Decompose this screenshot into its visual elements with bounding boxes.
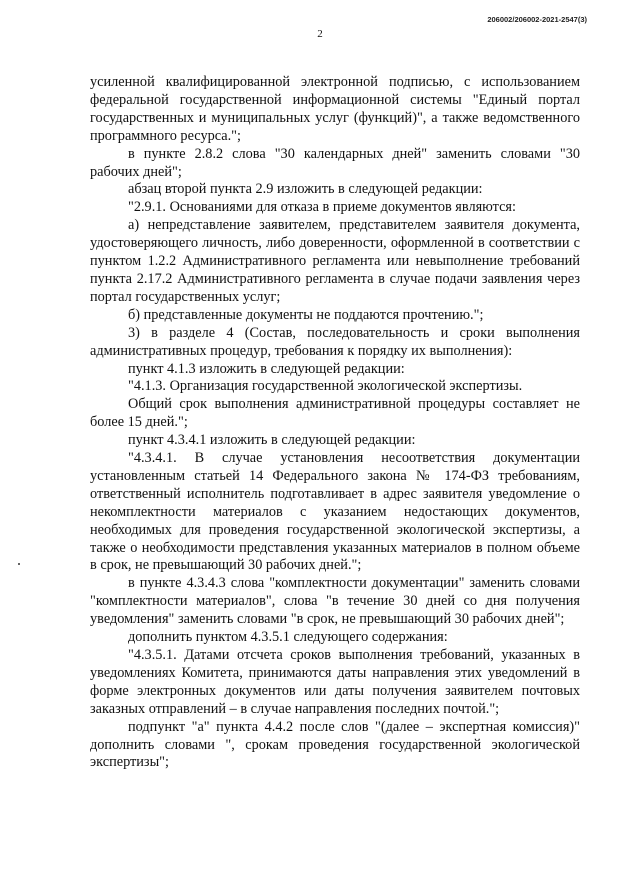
paragraph: в пункте 2.8.2 слова "30 календарных дней" заменить словами "30 рабочих дней"; xyxy=(90,145,580,180)
document-id: 206002/206002-2021-2547(3) xyxy=(487,15,587,24)
paragraph: Общий срок выполнения административной процедуры составляет не более 15 дней."; xyxy=(90,396,580,431)
paragraph: 3) в разделе 4 (Состав, последовательность и сроки выполнения административных процедур, требования к порядку их выполнения): xyxy=(90,324,580,359)
paragraph: дополнить пунктом 4.3.5.1 следующего содержания: xyxy=(128,629,448,646)
scan-artifact-dot xyxy=(18,563,20,565)
paragraph: "4.3.4.1. В случае установления несоответствия документации установленным статьей 14 Федерального закона № 174-ФЗ требованиям, ответственный исполнитель подготавливает в адрес заявителя уведомление о некомплектности материалов с указанием недостающих документов, необходимых для проведения государственной экологической экспертизы, а также о необходимости представления указанных материалов в полном объеме в срок, не превышающий 30 рабочих дней."; xyxy=(90,450,580,574)
paragraph: пункт 4.3.4.1 изложить в следующей редакции: xyxy=(128,432,416,449)
paragraph: б) представленные документы не поддаются прочтению."; xyxy=(128,306,484,323)
paragraph: а) непредставление заявителем, представителем заявителя документа, удостоверяющего личность, либо доверенности, оформленной в соответствии с пунктом 1.2.2 Административного регламента или невыполнение требований пункта 2.17.2 Административного регламента в случае подачи заявления через портал государственных услуг; xyxy=(90,217,580,305)
page-number: 2 xyxy=(317,28,323,40)
paragraph: "2.9.1. Основаниями для отказа в приеме документов являются: xyxy=(128,199,516,216)
paragraph: абзац второй пункта 2.9 изложить в следующей редакции: xyxy=(128,181,483,198)
paragraph: подпункт "а" пункта 4.4.2 после слов "(далее – экспертная комиссия)" дополнить словами ", срокам проведения государственной экологической экспертизы"; xyxy=(90,718,580,771)
document-body xyxy=(90,74,580,772)
paragraph: пункт 4.1.3 изложить в следующей редакции: xyxy=(128,360,405,377)
paragraph: "4.1.3. Организация государственной экологической экспертизы. xyxy=(128,378,523,395)
paragraph: в пункте 4.3.4.3 слова "комплектности документации" заменить словами "комплектности материалов", слова "в течение 30 дней со дня получения уведомления" заменить словами "в срок, не превышающий 30 рабочих дней"; xyxy=(90,575,580,628)
paragraph: "4.3.5.1. Датами отсчета сроков выполнения требований, указанных в уведомлениях Комитета, принимаются даты направления этих уведомлений в форме электронных документов или даты получения заявителем почтовых заказных отправлений – в случае направления последних почтой."; xyxy=(90,647,580,717)
paragraph-continuation: усиленной квалифицированной электронной подписью, с использованием федеральной государственной информационной системы "Единый портал государственных и муниципальных услуг (функций)", а также ведомственного программного ресурса."; xyxy=(90,74,580,144)
